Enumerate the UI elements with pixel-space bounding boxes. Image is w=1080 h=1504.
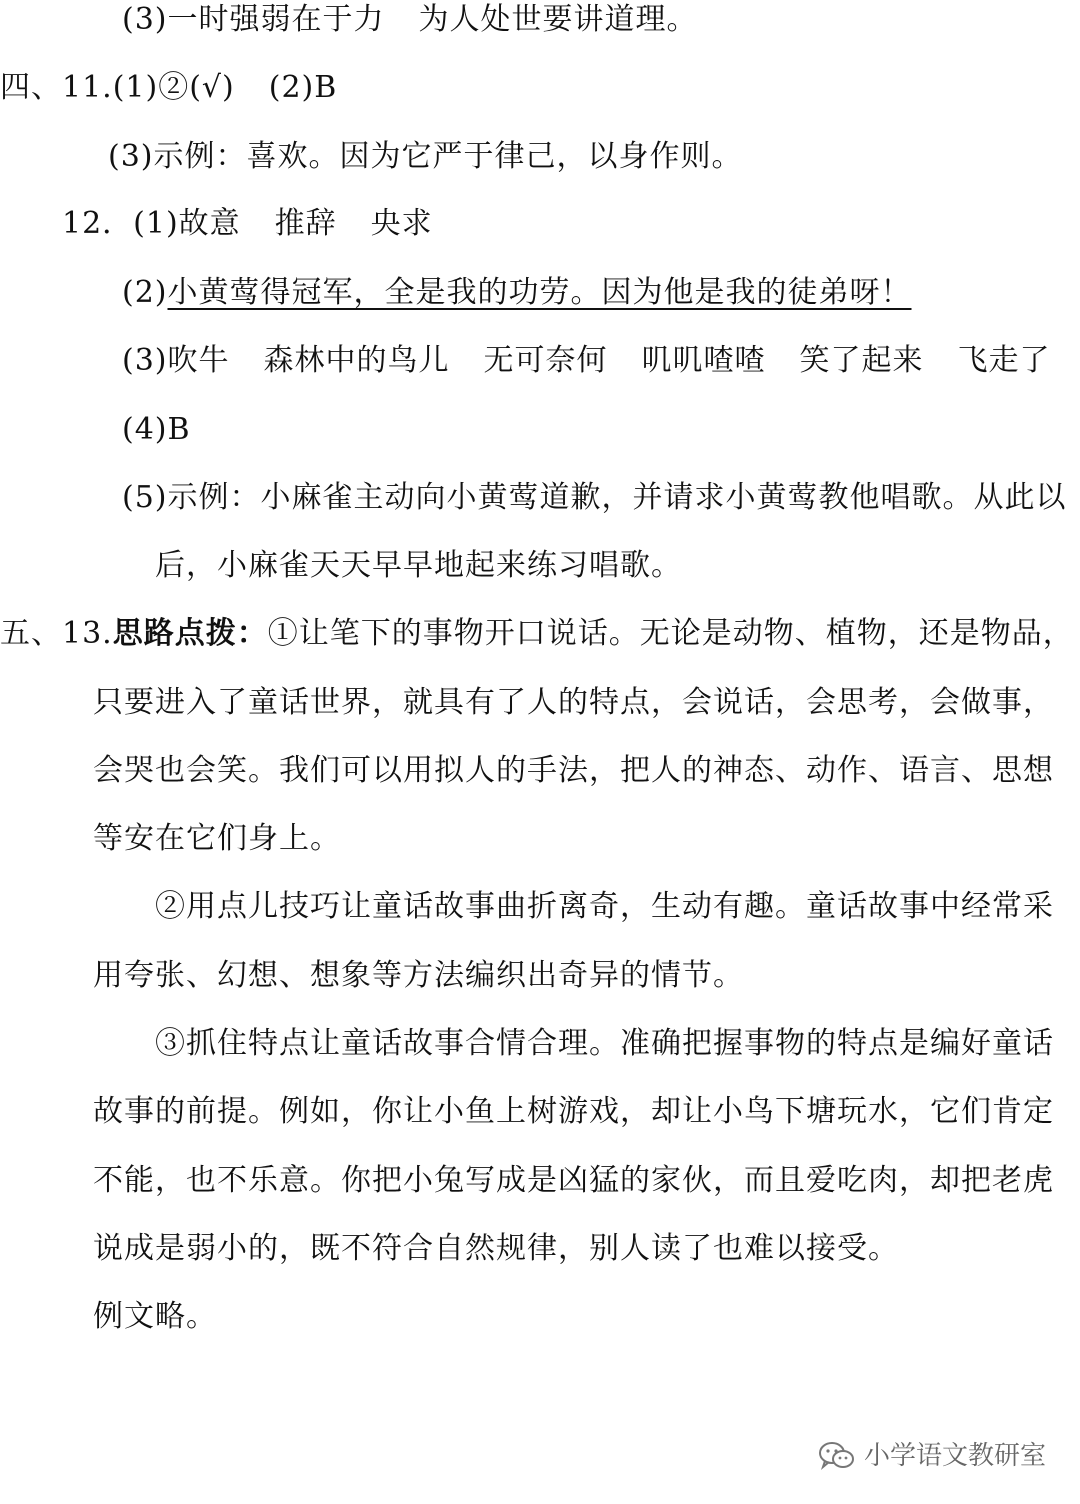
q13-number: 五、13. — [0, 616, 113, 651]
q12-part4-line: (4)B — [122, 412, 191, 447]
watermark-text: 小学语文教研室 — [863, 1441, 1046, 1471]
q12-part5-line2: 后，小麻雀天天早早地起来练习唱歌。 — [155, 548, 682, 583]
q12-part1-line: 12．(1)故意 推辞 央求 — [62, 206, 433, 241]
q13-line2: 只要进入了童话世界，就具有了人的特点，会说话，会思考，会做事， — [93, 685, 1054, 720]
q13-line3: 会哭也会笑。我们可以用拟人的手法，把人的神态、动作、语言、思想 — [93, 753, 1054, 788]
q11-part1: 四、11.(1)②(√) — [0, 70, 235, 105]
q12-part5-line1: (5)示例：小麻雀主动向小黄莺道歉，并请求小黄莺教他唱歌。从此以 — [122, 480, 1067, 515]
q11-part3-line: (3)示例：喜欢。因为它严于律己，以身作则。 — [108, 139, 743, 174]
q13-line9: 不能，也不乐意。你把小兔写成是凶猛的家伙，而且爱吃肉，却把老虎 — [93, 1163, 1054, 1198]
q13-line10: 说成是弱小的，既不符合自然规律，别人读了也难以接受。 — [93, 1231, 899, 1266]
q13-hint-label: 思路点拨： — [112, 616, 268, 651]
q11-heading-line — [0, 68, 337, 108]
q11-part2: (2)B — [268, 70, 338, 105]
q13-heading-line: 五、13.思路点拨：①让笔下的事物开口说话。无论是动物、植物，还是物品， — [0, 614, 1074, 654]
q12-part2-line: (2)小黄莺得冠军，全是我的功劳。因为他是我的徒弟呀！ — [122, 273, 912, 313]
wechat-icon — [818, 1441, 856, 1471]
q13-line6: 用夸张、幻想、想象等方法编织出奇异的情节。 — [93, 958, 744, 993]
q13-line5: ②用点儿技巧让童话故事曲折离奇，生动有趣。童话故事中经常采 — [155, 889, 1054, 924]
watermark — [818, 1436, 1046, 1476]
q13-line8: 故事的前提。例如，你让小鱼上树游戏，却让小鸟下塘玩水，它们肯定 — [93, 1094, 1054, 1129]
q13-line4: 等安在它们身上。 — [93, 821, 341, 856]
q10-part3-line: (3)一时强弱在于力 为人处世要讲道理。 — [122, 2, 698, 37]
q13-line7: ③抓住特点让童话故事合情合理。准确把握事物的特点是编好童话 — [155, 1026, 1054, 1061]
q12-part3-line: (3)吹牛 森林中的鸟儿 无可奈何 叽叽喳喳 笑了起来 飞走了 — [122, 343, 1051, 378]
q13-line11: 例文略。 — [93, 1299, 217, 1334]
underlined-answer: 小黄莺得冠军，全是我的功劳。因为他是我的徒弟呀！ — [167, 275, 912, 310]
